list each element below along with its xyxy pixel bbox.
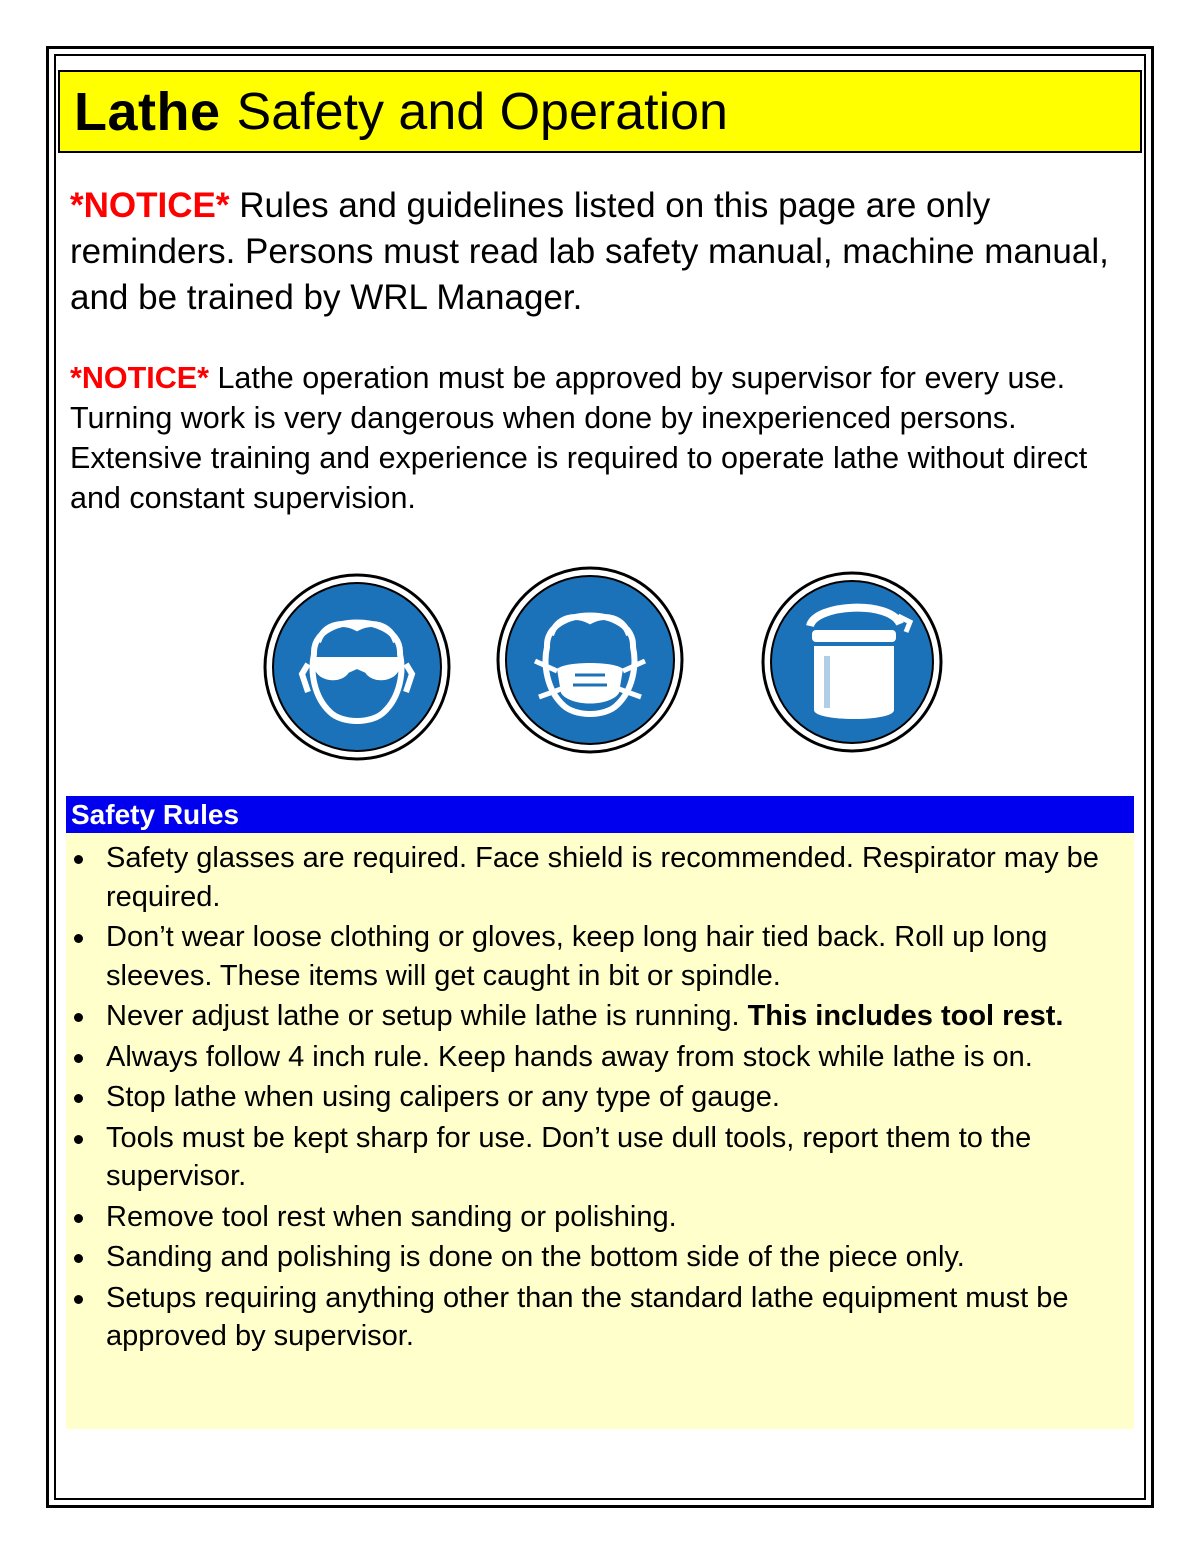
rule-text: Always follow 4 inch rule. Keep hands away from stock while lathe is on. xyxy=(106,1040,1033,1073)
safety-glasses-icon xyxy=(262,572,452,762)
safety-rules-body xyxy=(66,833,1134,1429)
rule-item xyxy=(66,1119,1134,1196)
rule-text: Remove tool rest when sanding or polishing. xyxy=(106,1200,677,1233)
bullet-icon xyxy=(74,1295,83,1304)
rule-text: Stop lathe when using calipers or any type of gauge. xyxy=(106,1081,780,1113)
rule-text: Safety glasses are required. Face shield is recommended. Respirator may be required. xyxy=(106,842,1099,913)
rule-text: Tools must be kept sharp for use. Don’t use dull tools, report them to the supervisor. xyxy=(106,1121,1032,1192)
notice-1 xyxy=(70,183,1140,321)
notice-text: Rules and guidelines listed on this page are only reminders. Persons must read lab safety manual, machine manual, and be trained by WRL Manager. xyxy=(70,186,1109,317)
rule-text: Sanding and polishing is done on the bottom side of the piece only. xyxy=(106,1241,965,1273)
rule-item xyxy=(66,1078,1134,1117)
rule-item xyxy=(66,1238,1134,1277)
bullet-icon xyxy=(74,1254,83,1263)
notice-2 xyxy=(70,358,1140,518)
respirator-icon xyxy=(495,565,685,755)
bullet-icon xyxy=(74,1054,83,1063)
bullet-icon xyxy=(74,934,83,943)
bullet-icon xyxy=(74,1135,83,1144)
rule-strong-text: This includes tool rest. xyxy=(747,1000,1064,1032)
notice-text: Lathe operation must be approved by supervisor for every use. Turning work is very dangerous when done by inexperienced persons. Extensive training and experience is required to operate lathe without direct and constant supervision. xyxy=(70,361,1088,515)
notice-label: *NOTICE* xyxy=(70,361,209,395)
rule-item xyxy=(66,997,1134,1036)
title-bold-word: Lathe xyxy=(74,81,221,142)
face-shield-icon xyxy=(760,570,945,755)
rule-text: Setups requiring anything other than the standard lathe equipment must be approved by supervisor. xyxy=(106,1281,1069,1352)
rule-item xyxy=(66,1038,1134,1077)
notice-label: *NOTICE* xyxy=(70,186,230,225)
rule-item xyxy=(66,1279,1134,1356)
ppe-icons xyxy=(255,560,955,760)
title-rest: Safety and Operation xyxy=(236,82,728,141)
safety-rules-list xyxy=(66,839,1134,1356)
rule-item xyxy=(66,1198,1134,1237)
bullet-icon xyxy=(74,1094,83,1103)
bullet-icon xyxy=(74,855,83,864)
rule-item xyxy=(66,839,1134,916)
bullet-icon xyxy=(74,1214,83,1223)
rule-text: Don’t wear loose clothing or gloves, keep long hair tied back. Roll up long sleeves. These items will get caught in bit or spindle. xyxy=(106,921,1048,992)
rule-text: Never adjust lathe or setup while lathe is running. xyxy=(106,1000,748,1032)
safety-rules-header: Safety Rules xyxy=(66,796,1134,833)
title-bar xyxy=(58,70,1142,153)
rule-item xyxy=(66,918,1134,995)
bullet-icon xyxy=(74,1013,83,1022)
